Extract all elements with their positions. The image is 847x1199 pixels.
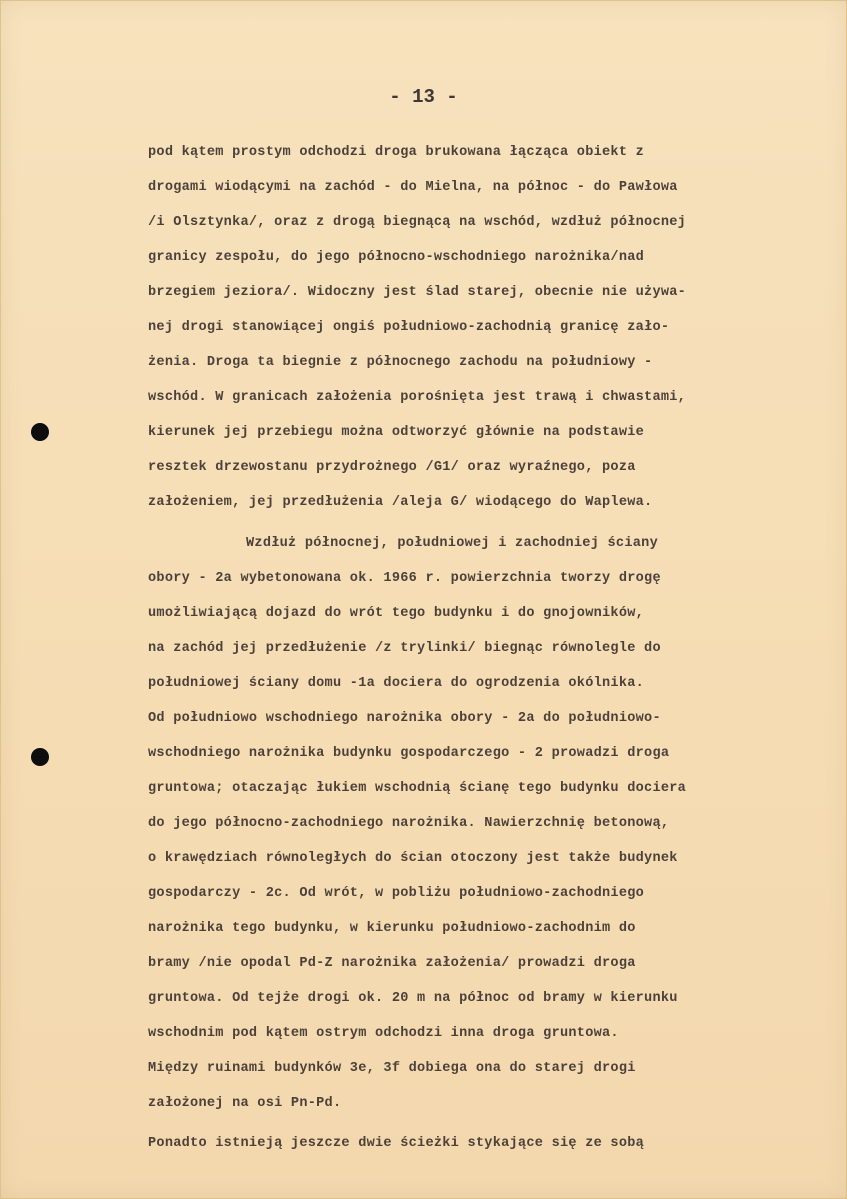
text-line: pod kątem prostym odchodzi droga brukowana łącząca obiekt z — [148, 145, 645, 160]
text-line: gospodarczy - 2c. Od wrót, w pobliżu południowo-zachodniego — [148, 886, 645, 901]
text-line: gruntowa; otaczając łukiem wschodnią ścianę tego budynku dociera — [148, 781, 687, 796]
text-line: południowej ściany domu -1a dociera do ogrodzenia okólnika. — [148, 676, 645, 691]
text-line: nej drogi stanowiącej ongiś południowo-zachodnią granicę zało- — [148, 320, 670, 335]
punch-hole-top — [31, 423, 49, 441]
text-line: na zachód jej przedłużenie /z trylinki/ biegnąc równolegle do — [148, 641, 661, 656]
paragraph-start-line: Wzdłuż północnej, południowej i zachodniej ściany — [246, 536, 658, 551]
text-line: Między ruinami budynków 3e, 3f dobiega ona do starej drogi — [148, 1061, 636, 1076]
text-line: założonej na osi Pn-Pd. — [148, 1096, 342, 1111]
text-line: Ponadto istnieją jeszcze dwie ścieżki stykające się ze sobą — [148, 1136, 645, 1151]
text-line: drogami wiodącymi na zachód - do Mielna, na północ - do Pawłowa — [148, 180, 678, 195]
punch-hole-bottom — [31, 748, 49, 766]
text-line: brzegiem jeziora/. Widoczny jest ślad starej, obecnie nie używa- — [148, 285, 687, 300]
text-line: narożnika tego budynku, w kierunku południowo-zachodnim do — [148, 921, 636, 936]
text-line: kierunek jej przebiegu można odtworzyć głównie na podstawie — [148, 425, 645, 440]
text-line: resztek drzewostanu przydrożnego /G1/ oraz wyraźnego, poza — [148, 460, 636, 475]
text-line: żenia. Droga ta biegnie z północnego zachodu na południowy - — [148, 355, 653, 370]
page-number: - 13 - — [389, 86, 458, 108]
text-line: gruntowa. Od tejże drogi ok. 20 m na północ od bramy w kierunku — [148, 991, 678, 1006]
text-line: do jego północno-zachodniego narożnika. Nawierzchnię betonową, — [148, 816, 670, 831]
text-line: wschód. W granicach założenia porośnięta jest trawą i chwastami, — [148, 390, 687, 405]
text-line: obory - 2a wybetonowana ok. 1966 r. powierzchnia tworzy drogę — [148, 571, 661, 586]
text-line: o krawędziach równoległych do ścian otoczony jest także budynek — [148, 851, 678, 866]
text-line: umożliwiającą dojazd do wrót tego budynku i do gnojowników, — [148, 606, 645, 621]
text-line: bramy /nie opodal Pd-Z narożnika założenia/ prowadzi droga — [148, 956, 636, 971]
text-line: /i Olsztynka/, oraz z drogą biegnącą na wschód, wzdłuż północnej — [148, 215, 687, 230]
text-line: założeniem, jej przedłużenia /aleja G/ wiodącego do Waplewa. — [148, 495, 653, 510]
text-line: wschodnim pod kątem ostrym odchodzi inna droga gruntowa. — [148, 1026, 619, 1041]
text-line: Od południowo wschodniego narożnika obory - 2a do południowo- — [148, 711, 661, 726]
text-line: granicy zespołu, do jego północno-wschodniego narożnika/nad — [148, 250, 645, 265]
text-line: wschodniego narożnika budynku gospodarczego - 2 prowadzi droga — [148, 746, 670, 761]
